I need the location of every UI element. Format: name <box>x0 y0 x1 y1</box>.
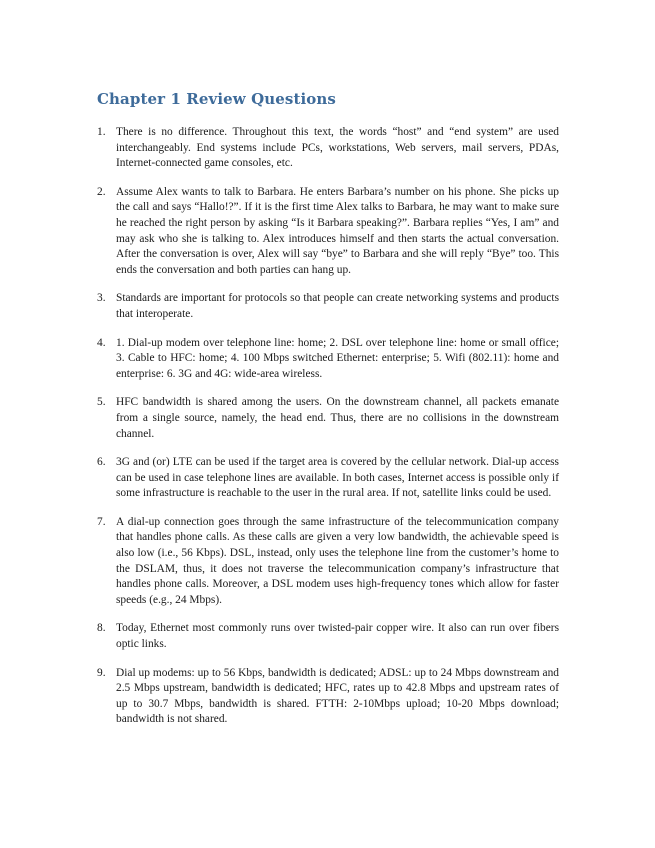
question-number: 1. <box>97 126 106 138</box>
question-number: 2. <box>97 185 106 198</box>
question-item-8 <box>97 621 559 652</box>
question-item-1 <box>97 125 559 172</box>
question-answer-text: Assume Alex wants to talk to Barbara. He enters Barbara’s number on his phone. She picks up the call and says “Hallo!?”. If it is the first time Alex talks to Barbara, he may want to make sure he reached the right person by asking “Is it Barbara speaking?”. Barbara replies “Yes, I am” and may ask who she is talking to. Alex introduces himself and then starts the actual conversation. After the conversation is over, Alex will say “bye” to Barbara and she will reply “Bye” too. This ends the conversation and both parties can hang up. <box>116 185 559 276</box>
question-item-4 <box>97 336 559 383</box>
question-item-5 <box>97 395 559 442</box>
question-answer-text: 1. Dial-up modem over telephone line: home; 2. DSL over telephone line: home or small office; 3. Cable to HFC: home; 4. 100 Mbps switched Ethernet: enterprise; 5. Wifi (802.11): home and enterprise: 6. 3G and 4G: wide-area wireless. <box>116 336 559 380</box>
question-number: 4. <box>97 336 106 349</box>
question-answer-text: A dial-up connection goes through the same infrastructure of the telecommunication company that handles phone calls. As these calls are given a very low bandwidth, the achievable speed is also low (i.e., 56 Kbps). DSL, instead, only uses the telephone line from the customer’s home to the DSLAM, thus, it does not traverse the telecommunication company’s infrastructure that handles phone calls. Moreover, a DSL modem uses high-frequency tones which allow for faster speeds (e.g., 24 Mbps). <box>116 515 559 606</box>
question-item-2 <box>97 185 559 279</box>
question-number: 5. <box>97 396 106 409</box>
question-item-7 <box>97 515 559 609</box>
question-answer-text: Standards are important for protocols so that people can create networking systems and products that interoperate. <box>116 292 559 320</box>
question-answer-text: Dial up modems: up to 56 Kbps, bandwidth is dedicated; ADSL: up to 24 Mbps downstream and 2.5 Mbps upstream, bandwidth is dedicated; HFC, rates up to 42.8 Mbps and upstream rates of up to 30.7 Mbps, bandwidth is shared. FTTH: 2-10Mbps upload; 10-20 Mbps download; bandwidth is not shared. <box>116 666 559 726</box>
page-title: Chapter 1 Review Questions <box>97 90 336 108</box>
question-answer-text: Today, Ethernet most commonly runs over twisted-pair copper wire. It also can run over fibers optic links. <box>116 622 559 651</box>
question-number: 9. <box>97 666 106 679</box>
question-number: 7. <box>97 515 106 528</box>
question-answer-text: There is no difference. Throughout this text, the words “host” and “end system” are used interchangeably. End systems include PCs, workstations, Web servers, mail servers, PDAs, Internet-connected game consoles, etc. <box>116 126 559 170</box>
question-number: 8. <box>97 622 106 635</box>
review-questions-list <box>97 125 559 741</box>
question-item-3 <box>97 291 559 322</box>
question-answer-text: HFC bandwidth is shared among the users. On the downstream channel, all packets emanate from a single source, namely, the head end. Thus, there are no collisions in the downstream channel. <box>116 396 559 440</box>
question-answer-text: 3G and (or) LTE can be used if the target area is covered by the cellular network. Dial-up access can be used in case telephone lines are available. In both cases, Internet access is possible only if some infrastructure is reachable to the user in the rural area. If not, satellite links could be used. <box>116 456 559 500</box>
question-item-9 <box>97 666 559 728</box>
question-number: 6. <box>97 456 106 469</box>
question-item-6 <box>97 455 559 502</box>
question-number: 3. <box>97 292 106 305</box>
